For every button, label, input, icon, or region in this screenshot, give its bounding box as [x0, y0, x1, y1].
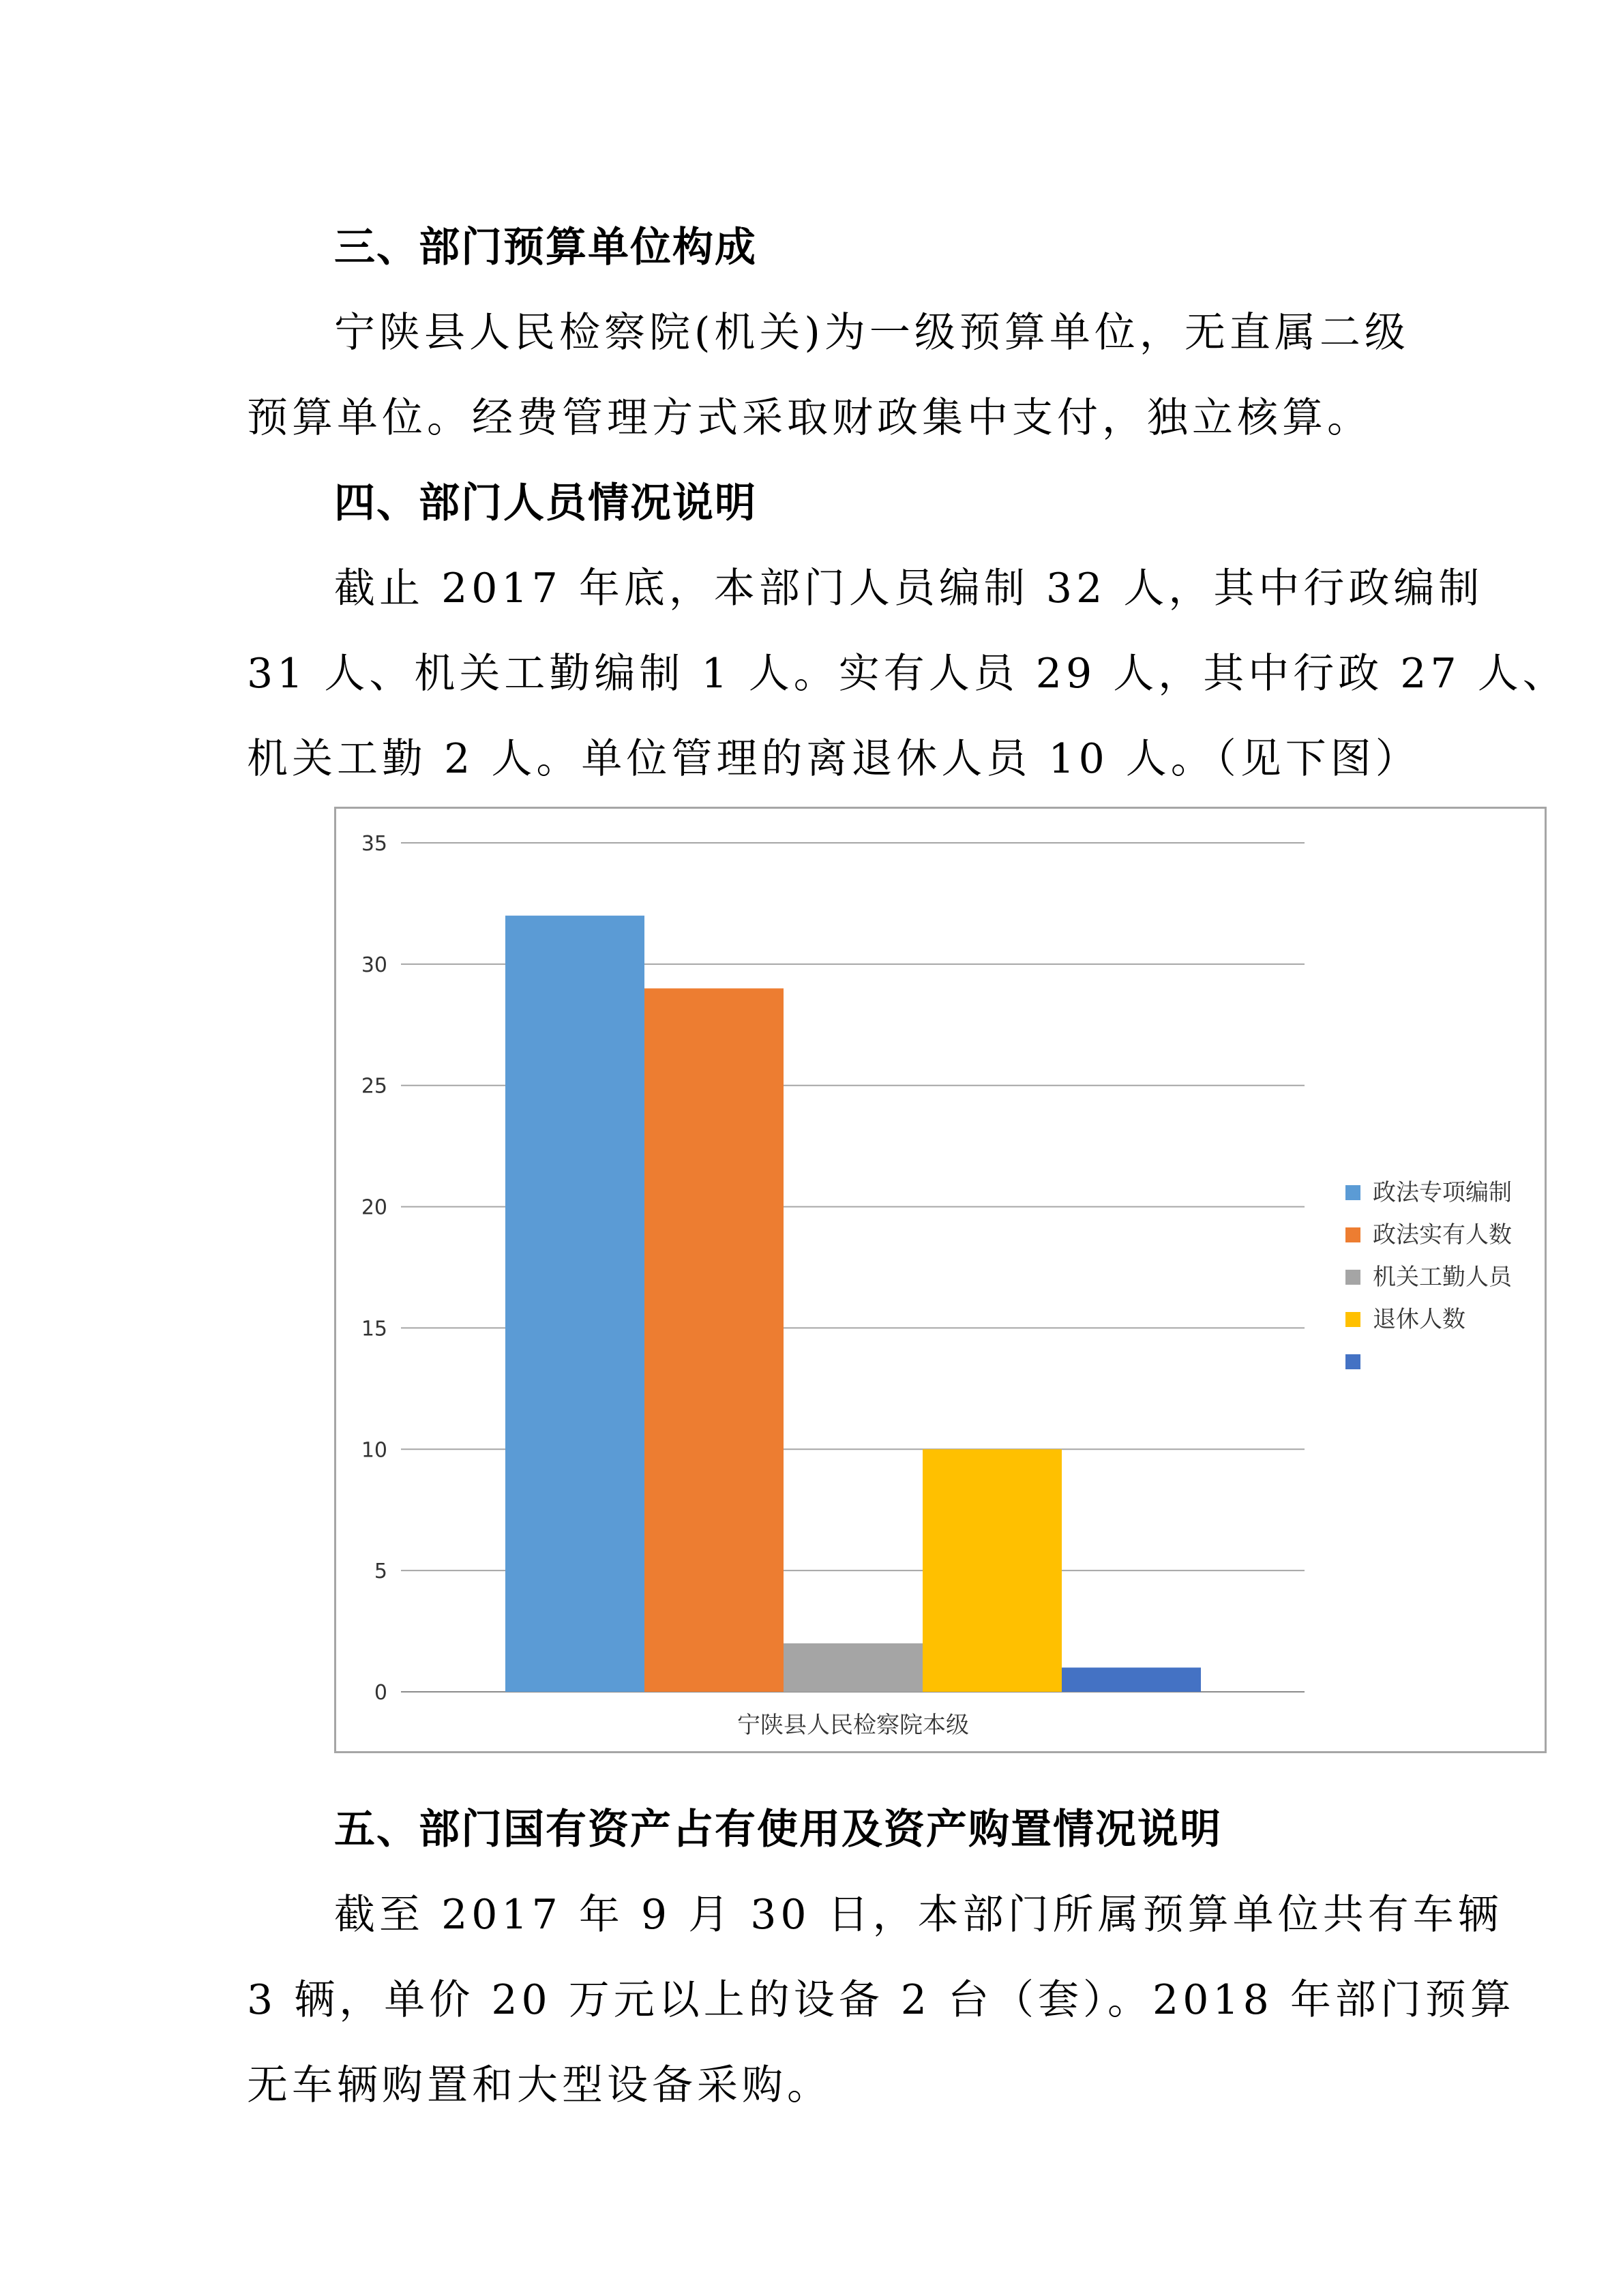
- y-tick-label-15: 15: [361, 1317, 387, 1341]
- section4-line3: 机关工勤 2 人。单位管理的离退休人员 10 人。（见下图）: [247, 735, 1420, 783]
- bar-series-3: [784, 1643, 923, 1692]
- y-tick-label-5: 5: [374, 1560, 387, 1584]
- section3-line2: 预算单位。经费管理方式采取财政集中支付，独立核算。: [247, 394, 1372, 442]
- legend-swatch-3: [1345, 1270, 1360, 1285]
- bar-series-2: [644, 988, 784, 1692]
- legend-swatch-1: [1345, 1185, 1360, 1200]
- legend-swatch-2: [1345, 1227, 1360, 1242]
- y-tick-label-35: 35: [361, 832, 387, 856]
- section4-line1: 截止 2017 年底，本部门人员编制 32 人，其中行政编制: [334, 565, 1484, 612]
- legend-label-3: 机关工勤人员: [1373, 1264, 1512, 1291]
- staff-chart: [334, 807, 1547, 1753]
- y-tick-label-0: 0: [374, 1681, 387, 1705]
- legend-swatch-5: [1345, 1354, 1360, 1369]
- y-tick-label-25: 25: [361, 1074, 387, 1099]
- section4-heading: 四、部门人员情况说明: [334, 479, 757, 527]
- bar-series-5: [1062, 1667, 1201, 1692]
- legend-swatch-4: [1345, 1312, 1360, 1327]
- bar-series-4: [923, 1449, 1062, 1692]
- section5-line1: 截至 2017 年 9 月 30 日，本部门所属预算单位共有车辆: [334, 1891, 1503, 1939]
- legend-label-1: 政法专项编制: [1373, 1179, 1512, 1206]
- bar-series-1: [505, 916, 644, 1692]
- section4-line2: 31 人、机关工勤编制 1 人。实有人员 29 人，其中行政 27 人、: [247, 650, 1568, 698]
- section3-heading: 三、部门预算单位构成: [334, 224, 757, 271]
- legend-label-2: 政法实有人数: [1373, 1221, 1512, 1249]
- y-tick-label-20: 20: [361, 1195, 387, 1220]
- x-category-label: 宁陕县人民检察院本级: [737, 1712, 969, 1739]
- staff-chart-svg: [336, 809, 1545, 1751]
- section5-line3: 无车辆购置和大型设备采购。: [247, 2061, 832, 2109]
- legend-label-4: 退休人数: [1373, 1306, 1465, 1333]
- section5-heading: 五、部门国有资产占有使用及资产购置情况说明: [334, 1806, 1222, 1853]
- section5-line2: 3 辆，单价 20 万元以上的设备 2 台（套）。2018 年部门预算: [247, 1976, 1515, 2024]
- y-tick-label-10: 10: [361, 1438, 387, 1463]
- y-tick-label-30: 30: [361, 953, 387, 977]
- section3-line1: 宁陕县人民检察院(机关)为一级预算单位，无直属二级: [334, 309, 1410, 357]
